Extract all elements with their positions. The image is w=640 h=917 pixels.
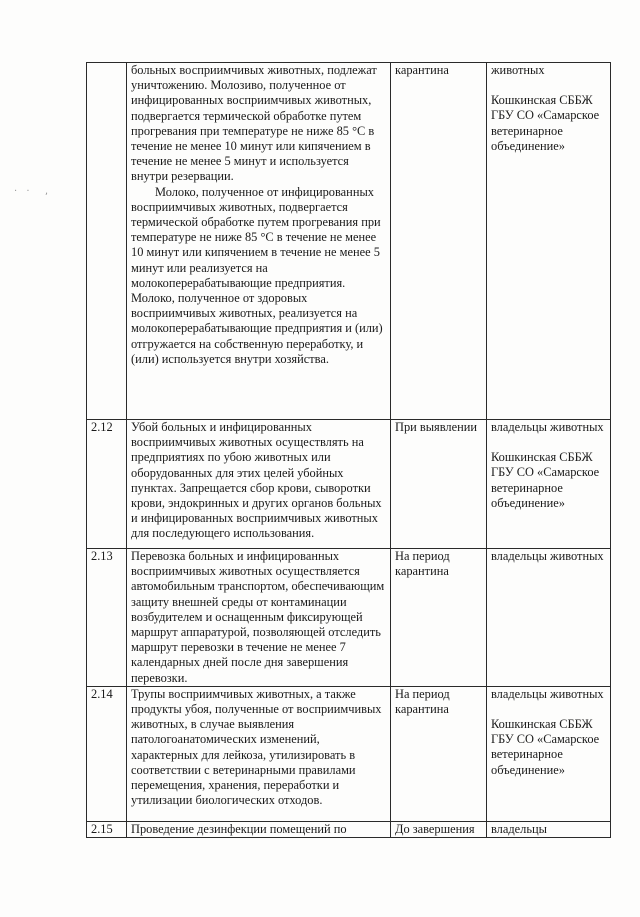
responsible-owner: владельцы животных	[491, 420, 604, 434]
responsible-vet-service: Кошкинская СББЖ ГБУ СО «Самарское ветеринарное объединение»	[491, 93, 600, 153]
row-number: 2.14	[87, 686, 127, 821]
measure-text	[127, 686, 391, 821]
row-number: 2.13	[87, 549, 127, 687]
measure-paragraph: Перевозка больных и инфицированных восприимчивых животных осуществляется автомобильным транспортом, обеспечивающим защиту внешней среды от контаминации возбудителем и оснащенным фиксирующей маршрут аппаратурой, позволяющей отследить маршрут перевозки в течение не менее 7 календарных дней после дня завершения перевозки.	[131, 549, 385, 685]
responsible-vet-service: Кошкинская СББЖ ГБУ СО «Самарское ветеринарное объединение»	[491, 450, 600, 510]
measure-paragraph: больных восприимчивых животных, подлежат уничтожению. Молозиво, полученное от инфицированных восприимчивых животных, подвергается термической обработке путем прогревания при температуре не ниже 85 °С в течение не менее 10 минут или кипячением в течение не менее 5 минут и используется внутри резервации.	[131, 63, 377, 184]
responsible-owner: владельцы животных	[491, 686, 604, 701]
measure-paragraph: Проведение дезинфекции помещений по	[131, 821, 347, 836]
row-number: 2.15	[87, 821, 127, 837]
measure-responsible	[487, 63, 611, 420]
table-row	[87, 420, 611, 549]
measure-paragraph: Молоко, полученное от инфицированных восприимчивых животных, подвергается термической обработке путем прогревания при температуре не ниже 85 °С в течение не менее 10 минут или кипячением в течение не менее 5 минут или реализуется на молокоперерабатывающие предприятия. Молоко, полученное от здоровых восприимчивых животных, реализуется на молокоперерабатывающие предприятия и (или) отгружается на собственную переработку, и (или) используется внутри хозяйства.	[131, 184, 383, 366]
table-row	[87, 549, 611, 687]
measure-term: До завершения	[391, 821, 487, 837]
measure-term: При выявлении	[391, 420, 487, 549]
table-row	[87, 821, 611, 837]
row-number	[87, 63, 127, 420]
measures-table	[86, 62, 611, 838]
measure-paragraph: Убой больных и инфицированных восприимчивых животных осуществлять на предприятиях по убою животных или оборудованных для этих целей убойных пунктах. Запрещается сбор крови, сыворотки крови, эндокринных и других органов больных и инфицированных восприимчивых животных для последующего использования.	[131, 420, 382, 541]
row-number: 2.12	[87, 420, 127, 549]
measure-term: На период карантина	[391, 549, 487, 687]
measure-responsible	[487, 821, 611, 837]
table-row	[87, 686, 611, 821]
measure-responsible	[487, 549, 611, 687]
measure-term: карантина	[391, 63, 487, 420]
measure-responsible	[487, 686, 611, 821]
measure-text	[127, 63, 391, 420]
measure-paragraph: Трупы восприимчивых животных, а также продукты убоя, полученные от восприимчивых животных, в случае выявления патологоанатомических изменений, характерных для лейкоза, утилизировать в соответствии с ветеринарными правилами перемещения, хранения, переработки и утилизации биологических отходов.	[131, 686, 382, 808]
measure-text	[127, 549, 391, 687]
measure-responsible	[487, 420, 611, 549]
margin-scan-marks: · · ,	[14, 186, 52, 197]
responsible-vet-service: Кошкинская СББЖ ГБУ СО «Самарское ветеринарное объединение»	[491, 717, 600, 777]
responsible-owner: животных	[491, 63, 545, 77]
measure-text	[127, 821, 391, 837]
responsible-owner: владельцы животных	[491, 549, 604, 563]
measure-text	[127, 420, 391, 549]
measure-term: На период карантина	[391, 686, 487, 821]
table-row	[87, 63, 611, 420]
responsible-owner: владельцы	[491, 821, 547, 836]
